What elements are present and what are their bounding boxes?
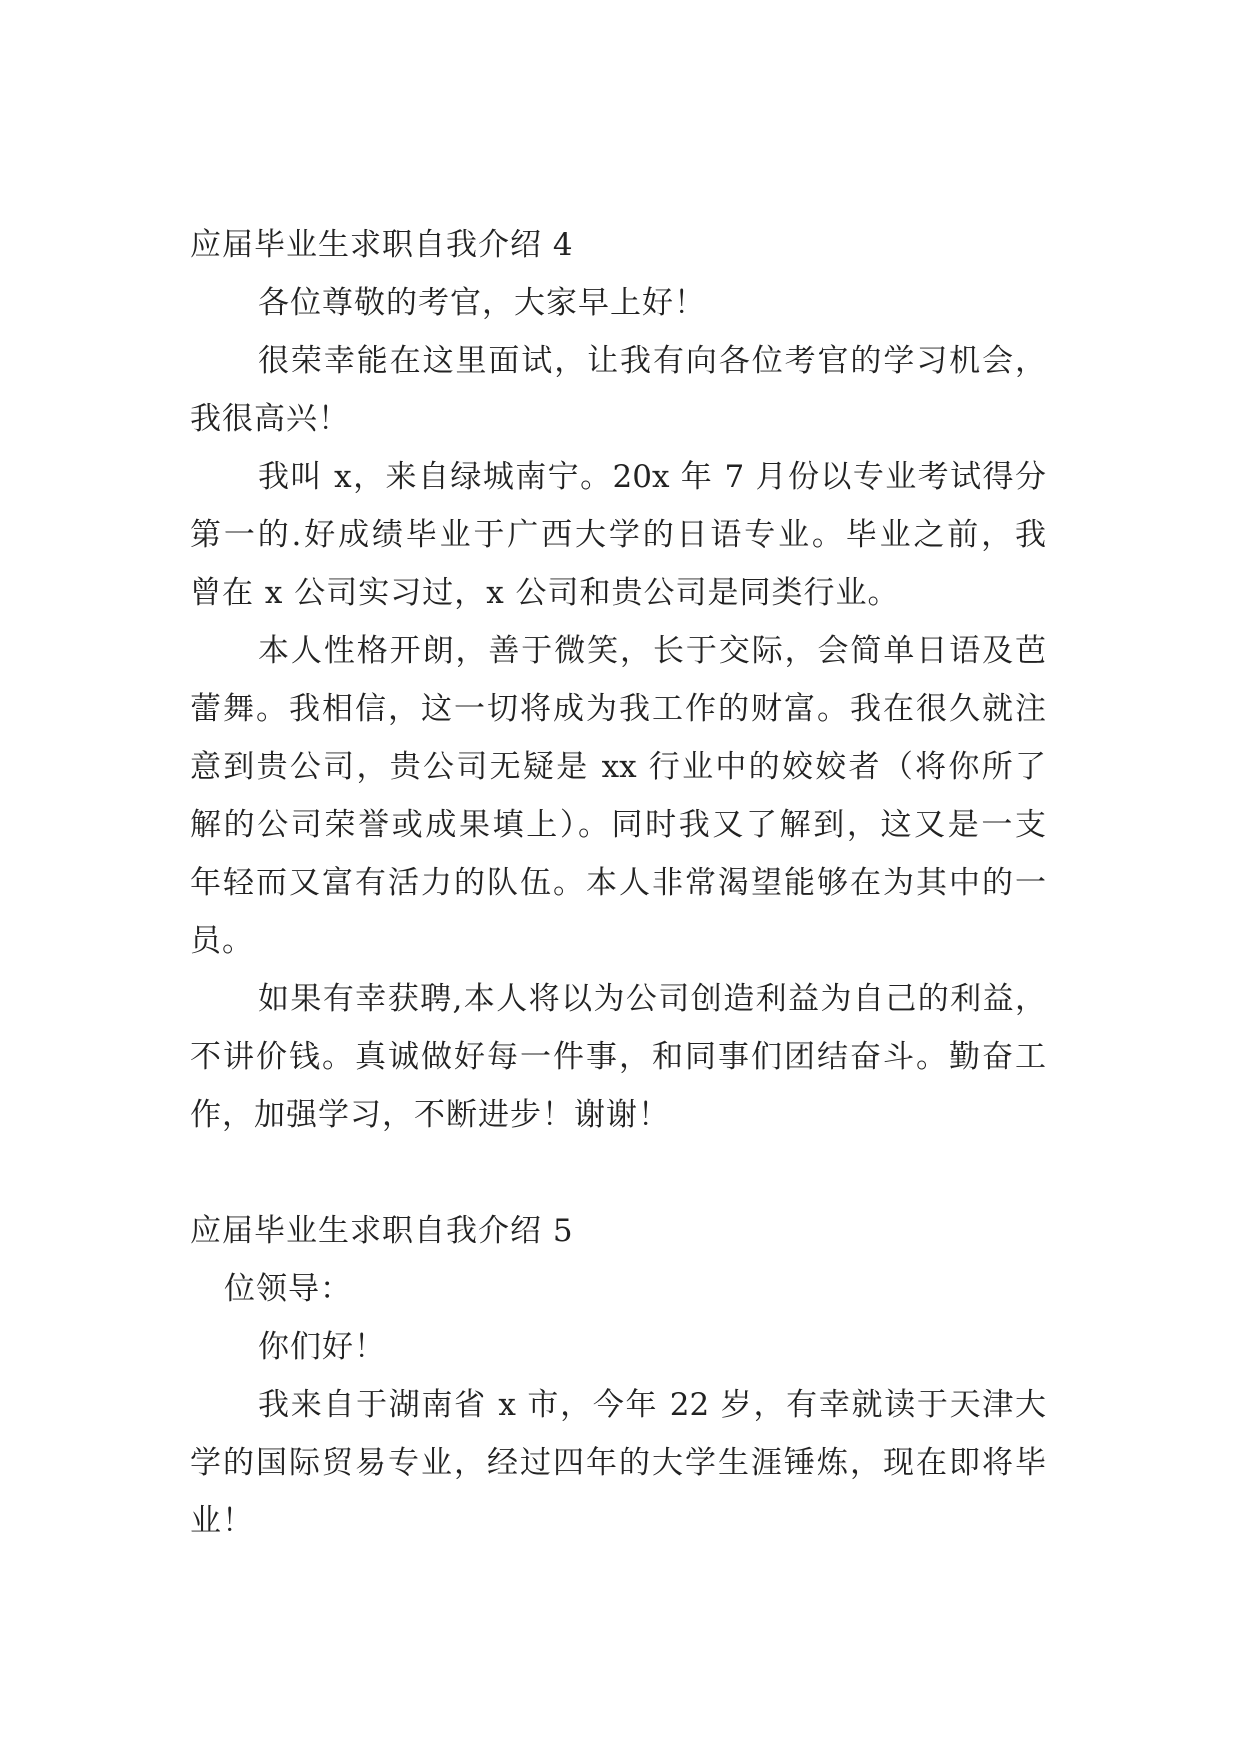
section-title: 应届毕业生求职自我介绍 5 [190,1213,574,1249]
paragraph-line: 解的公司荣誉或成果填上）。同时我又了解到，这又是一支 [190,807,1046,843]
paragraph-line: 业！ [190,1503,254,1539]
paragraph-line: 本人性格开朗，善于微笑，长于交际，会简单日语及芭 [258,633,1046,669]
paragraph-line: 年轻而又富有活力的队伍。本人非常渴望能够在为其中的一 [190,865,1046,901]
paragraph-line: 各位尊敬的考官，大家早上好！ [258,285,706,321]
paragraph-line: 你们好！ [258,1329,386,1365]
paragraph-line: 蕾舞。我相信，这一切将成为我工作的财富。我在很久就注 [190,691,1046,727]
paragraph-line: 作，加强学习，不断进步！谢谢！ [190,1097,670,1133]
paragraph-line: 我很高兴！ [190,401,350,437]
paragraph-line: 意到贵公司，贵公司无疑是 xx 行业中的姣姣者（将你所了 [190,749,1046,785]
paragraph-line: 第一的.好成绩毕业于广西大学的日语专业。毕业之前，我 [190,517,1046,553]
paragraph-line: 我来自于湖南省 x 市，今年 22 岁，有幸就读于天津大 [258,1387,1046,1423]
paragraph-line: 员。 [190,923,254,959]
paragraph-line: 不讲价钱。真诚做好每一件事，和同事们团结奋斗。勤奋工 [190,1039,1046,1075]
paragraph-line: 我叫 x，来自绿城南宁。20x 年 7 月份以专业考试得分 [258,459,1046,495]
paragraph-line: 位领导： [224,1271,352,1307]
section-title: 应届毕业生求职自我介绍 4 [190,227,574,263]
paragraph-line: 很荣幸能在这里面试，让我有向各位考官的学习机会， [258,343,1046,379]
paragraph-line: 如果有幸获聘,本人将以为公司创造利益为自己的利益， [258,981,1046,1017]
paragraph-line: 曾在 x 公司实习过，x 公司和贵公司是同类行业。 [190,575,900,611]
paragraph-line: 学的国际贸易专业，经过四年的大学生涯锤炼，现在即将毕 [190,1445,1046,1481]
